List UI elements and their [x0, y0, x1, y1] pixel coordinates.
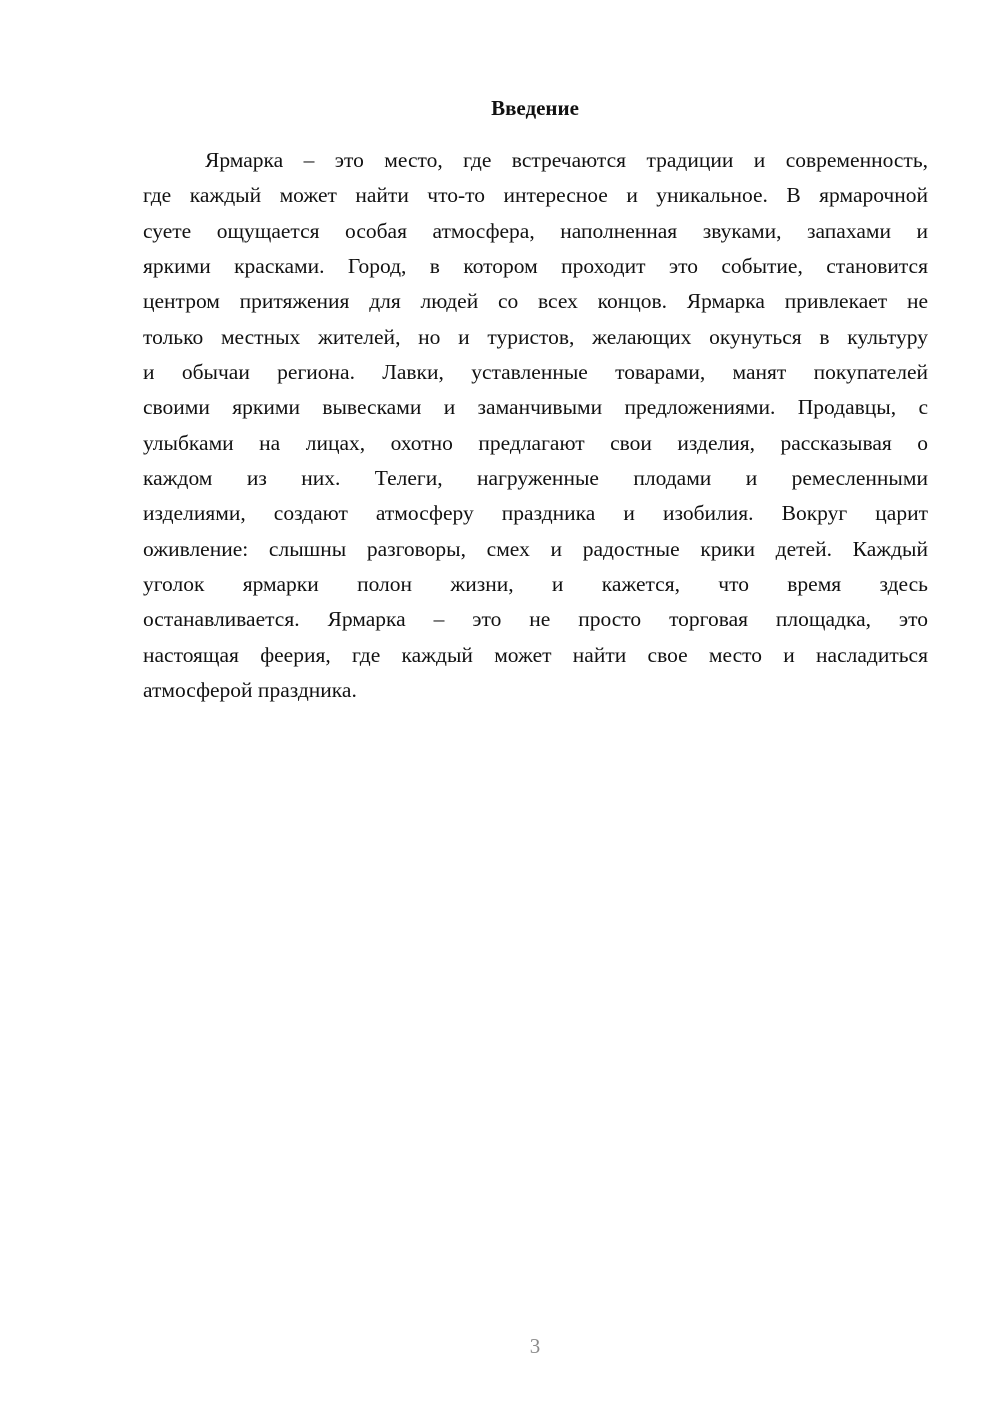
page-number: 3 [529, 1334, 541, 1358]
paragraph [143, 143, 928, 708]
section-heading: Введение [491, 96, 579, 120]
paragraph-line: только местных жителей, но и туристов, желающих окунуться в культуру [143, 324, 928, 349]
paragraph-line: где каждый может найти что-то интересное и уникальное. В ярмарочной [143, 183, 928, 208]
paragraph-line: изделиями, создают атмосферу праздника и изобилия. Вокруг царит [143, 501, 928, 526]
paragraph-line: суете ощущается особая атмосфера, наполненная звуками, запахами и [143, 218, 928, 243]
paragraph-line: центром притяжения для людей со всех концов. Ярмарка привлекает не [143, 289, 928, 314]
paragraph-line: настоящая феерия, где каждый может найти свое место и насладиться [143, 642, 928, 667]
paragraph-line: яркими красками. Город, в котором проходит это событие, становится [143, 253, 928, 278]
paragraph-line: уголок ярмарки полон жизни, и кажется, что время здесь [143, 571, 928, 596]
paragraph-line: улыбками на лицах, охотно предлагают свои изделия, рассказывая о [143, 430, 928, 455]
paragraph-line: оживление: слышны разговоры, смех и радостные крики детей. Каждый [143, 536, 928, 561]
paragraph-line: и обычаи региона. Лавки, уставленные товарами, манят покупателей [143, 359, 928, 384]
paragraph-line: своими яркими вывесками и заманчивыми предложениями. Продавцы, с [143, 395, 928, 420]
paragraph-line: атмосферой праздника. [143, 677, 357, 702]
paragraph-line: каждом из них. Телеги, нагруженные плодами и ремесленными [143, 465, 928, 490]
paragraph-line: Ярмарка – это место, где встречаются традиции и современность, [205, 148, 928, 172]
paragraph-line: останавливается. Ярмарка – это не просто торговая площадка, это [143, 607, 928, 632]
